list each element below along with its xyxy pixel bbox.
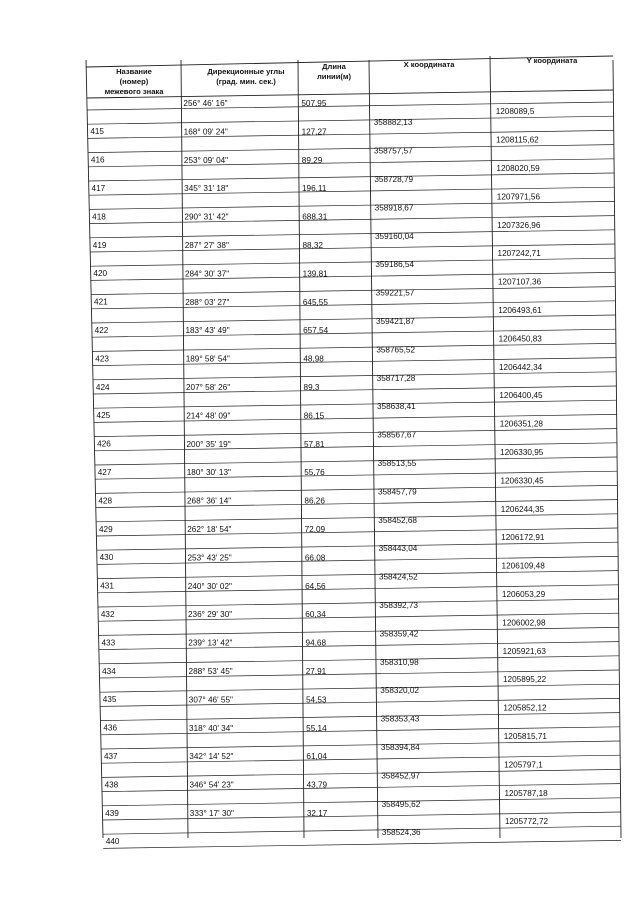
grid-line bbox=[96, 514, 618, 522]
direction-angle-cell: 168° 09' 24" bbox=[183, 127, 228, 137]
grid-line bbox=[88, 145, 614, 153]
y-coordinate-cell: 1206109,48 bbox=[501, 561, 545, 571]
grid-line bbox=[94, 429, 617, 437]
header-angle-line2: (град. мин. сек.) bbox=[216, 77, 276, 86]
boundary-mark-name-cell: 433 bbox=[101, 638, 116, 648]
line-length-cell: 86,26 bbox=[304, 496, 325, 506]
y-coordinate-cell: 1207242,71 bbox=[497, 249, 541, 259]
x-coordinate-cell: 358757,57 bbox=[374, 146, 413, 156]
y-coordinate-cell: 1205787,18 bbox=[504, 788, 548, 798]
line-length-cell: 43,79 bbox=[306, 780, 328, 790]
line-length-cell: 54,53 bbox=[305, 695, 327, 705]
grid-line bbox=[87, 116, 613, 124]
line-length-cell: 507,95 bbox=[301, 99, 327, 108]
direction-angle-cell: 253° 43' 25" bbox=[187, 553, 232, 563]
grid-line bbox=[98, 599, 619, 607]
x-coordinate-cell: 359421,87 bbox=[375, 317, 415, 326]
direction-angle-cell: 318° 40' 34" bbox=[189, 723, 234, 733]
grid-line bbox=[89, 201, 614, 209]
y-coordinate-cell: 1205797,1 bbox=[504, 760, 543, 770]
grid-line bbox=[613, 60, 621, 838]
boundary-mark-name-cell: 422 bbox=[94, 326, 109, 335]
y-coordinate-cell: 1205852,12 bbox=[503, 703, 547, 713]
boundary-mark-name-cell: 420 bbox=[93, 269, 108, 279]
line-length-cell: 89,29 bbox=[301, 155, 323, 165]
direction-angle-cell: 239° 13' 42" bbox=[188, 638, 233, 648]
x-coordinate-cell: 358728,79 bbox=[374, 175, 414, 184]
line-length-cell: 94,68 bbox=[305, 638, 327, 648]
x-coordinate-cell: 358638,41 bbox=[376, 402, 416, 412]
grid-line bbox=[90, 230, 615, 238]
boundary-mark-name-cell: 428 bbox=[98, 496, 113, 506]
line-length-cell: 688,31 bbox=[302, 212, 328, 222]
line-length-cell: 27,91 bbox=[305, 667, 327, 676]
boundary-mark-name-cell: 432 bbox=[100, 610, 115, 619]
boundary-mark-name-cell: 437 bbox=[103, 752, 118, 761]
x-coordinate-cell: 359186,54 bbox=[375, 260, 415, 270]
line-length-cell: 55,14 bbox=[306, 723, 327, 733]
grid-line bbox=[97, 542, 618, 550]
x-coordinate-cell: 358359,42 bbox=[379, 629, 419, 639]
y-coordinate-cell: 1206493,61 bbox=[498, 306, 542, 315]
boundary-mark-name-cell: 423 bbox=[95, 354, 109, 364]
line-length-cell: 61,04 bbox=[306, 752, 327, 762]
y-coordinate-cell: 1206330,95 bbox=[500, 448, 544, 457]
boundary-mark-name-cell: 434 bbox=[102, 666, 116, 676]
y-coordinate-cell: 1206400,45 bbox=[499, 391, 543, 401]
direction-angle-cell: 284° 30' 37" bbox=[184, 269, 230, 279]
direction-angle-cell: 268° 36' 14" bbox=[186, 496, 232, 506]
direction-angle-cell: 346° 54' 23" bbox=[189, 780, 234, 790]
y-coordinate-cell: 1206351,28 bbox=[499, 419, 543, 429]
grid-line bbox=[102, 798, 620, 806]
y-coordinate-cell: 1207326,96 bbox=[497, 220, 541, 230]
direction-angle-cell: 240° 30' 02" bbox=[187, 581, 232, 591]
line-length-cell: 657,54 bbox=[303, 326, 329, 336]
y-coordinate-cell: 1208020,59 bbox=[496, 164, 540, 173]
boundary-mark-name-cell: 438 bbox=[104, 780, 119, 790]
grid-line bbox=[92, 343, 616, 351]
x-coordinate-cell: 358424,52 bbox=[378, 572, 418, 582]
x-coordinate-cell: 358882,13 bbox=[373, 118, 413, 128]
x-coordinate-cell: 358495,62 bbox=[381, 799, 421, 809]
grid-line bbox=[95, 485, 617, 493]
table-header bbox=[105, 56, 579, 96]
grid-line bbox=[100, 713, 619, 721]
y-coordinate-cell: 1205772,72 bbox=[504, 817, 549, 827]
boundary-mark-name-cell: 436 bbox=[103, 723, 118, 733]
grid-line bbox=[87, 90, 613, 98]
direction-angle-cell: 288° 03' 27" bbox=[185, 297, 230, 307]
x-coordinate-cell: 359160,04 bbox=[375, 231, 414, 241]
y-coordinate-cell: 1205815,71 bbox=[503, 732, 547, 741]
direction-angle-cell: 288° 53' 45" bbox=[188, 667, 233, 676]
line-length-cell: 57,81 bbox=[303, 439, 325, 449]
boundary-mark-name-cell: 415 bbox=[90, 127, 104, 137]
x-coordinate-cell: 358452,97 bbox=[381, 771, 420, 781]
x-coordinate-cell: 358457,79 bbox=[377, 487, 417, 497]
y-coordinate-cell: 1206002,98 bbox=[502, 618, 546, 628]
x-coordinate-cell: 358310,98 bbox=[379, 657, 419, 667]
x-coordinate-cell: 358513,55 bbox=[377, 459, 417, 468]
header-length-line2: линии(м) bbox=[316, 72, 352, 81]
grid-line bbox=[99, 627, 619, 635]
grid-line bbox=[92, 315, 616, 323]
y-coordinate-cell: 1206442,34 bbox=[498, 362, 543, 372]
direction-angle-cell: 214° 48' 09" bbox=[186, 411, 231, 421]
x-coordinate-cell: 358320,02 bbox=[380, 686, 419, 696]
direction-angle-cell: 307° 46' 55" bbox=[188, 695, 233, 705]
direction-angle-cell: 256° 46' 16" bbox=[183, 99, 228, 108]
line-length-cell: 66,08 bbox=[304, 553, 326, 563]
y-coordinate-cell: 1208115,62 bbox=[496, 135, 539, 145]
y-coordinate-cell: 1207107,36 bbox=[497, 277, 542, 287]
boundary-mark-name-cell: 427 bbox=[97, 468, 112, 477]
line-length-cell: 139,81 bbox=[302, 269, 328, 279]
x-coordinate-cell: 358443,04 bbox=[378, 544, 418, 554]
grid-line bbox=[86, 60, 103, 838]
direction-angle-cell: 290° 31' 42" bbox=[184, 212, 229, 222]
boundary-mark-name-cell: 429 bbox=[99, 524, 113, 534]
grid-line bbox=[103, 840, 621, 848]
boundary-mark-name-cell: 418 bbox=[92, 212, 106, 222]
grid-line bbox=[93, 372, 616, 380]
header-name-line1: Название bbox=[116, 67, 152, 76]
direction-angle-cell: 236° 29' 30" bbox=[188, 610, 233, 620]
grid-line bbox=[97, 571, 618, 579]
grid-line bbox=[298, 60, 304, 838]
y-coordinate-cell: 1207971,56 bbox=[496, 192, 541, 202]
header-x-coordinate: X координата bbox=[403, 60, 455, 69]
direction-angle-cell: 183° 43' 49" bbox=[185, 326, 230, 336]
x-coordinate-cell: 358524,36 bbox=[381, 828, 421, 838]
direction-angle-cell: 345° 31' 18" bbox=[184, 184, 229, 194]
line-length-cell: 196,11 bbox=[302, 184, 327, 194]
y-coordinate-cell: 1206330,45 bbox=[500, 476, 544, 486]
y-coordinate-cell: 1206450,83 bbox=[498, 334, 542, 344]
header-length-line1: Длина bbox=[322, 62, 346, 71]
line-length-cell: 64,56 bbox=[305, 581, 326, 591]
header-name-line3: межевого знака bbox=[104, 87, 164, 96]
line-length-cell: 645,55 bbox=[302, 297, 328, 307]
x-coordinate-cell: 358452,68 bbox=[378, 515, 417, 525]
line-length-cell: 89,3 bbox=[303, 383, 320, 392]
direction-angle-cell: 342° 14' 52" bbox=[189, 752, 234, 762]
boundary-mark-name-cell: 435 bbox=[102, 695, 117, 705]
y-coordinate-cell: 1205921,63 bbox=[502, 646, 546, 656]
header-angle-line1: Дирекционные углы bbox=[207, 67, 285, 76]
grid-line bbox=[102, 769, 621, 777]
x-coordinate-cell: 358765,52 bbox=[376, 345, 416, 355]
direction-angle-cell: 200° 35' 19" bbox=[186, 439, 231, 449]
boundary-mark-name-cell: 439 bbox=[105, 808, 119, 818]
x-coordinate-cell: 358353,43 bbox=[380, 714, 420, 724]
x-coordinate-cell: 358918,67 bbox=[374, 203, 414, 213]
grid-line bbox=[91, 287, 615, 295]
direction-angle-cell: 207° 58' 26" bbox=[185, 383, 231, 392]
line-length-cell: 86,15 bbox=[303, 411, 325, 421]
direction-angle-cell: 287° 27' 38" bbox=[184, 241, 229, 250]
direction-angle-cell: 333° 17' 30" bbox=[189, 809, 234, 818]
grid-line bbox=[103, 826, 621, 834]
grid-line bbox=[100, 684, 620, 692]
grid-line bbox=[95, 457, 617, 465]
boundary-mark-name-cell: 419 bbox=[92, 240, 107, 250]
boundary-mark-name-cell: 416 bbox=[90, 155, 105, 165]
line-length-cell: 48,98 bbox=[303, 354, 324, 364]
grid-line bbox=[181, 60, 188, 838]
line-length-cell: 55,76 bbox=[304, 468, 325, 478]
direction-angle-cell: 180° 30' 13" bbox=[186, 468, 231, 478]
line-length-cell: 88,32 bbox=[302, 241, 323, 250]
boundary-mark-name-cell: 424 bbox=[95, 382, 110, 392]
boundary-mark-name-cell: 425 bbox=[96, 411, 111, 421]
header-y-coordinate: Y координата bbox=[526, 56, 578, 65]
direction-angle-cell: 262° 18' 54" bbox=[187, 525, 232, 534]
line-length-cell: 32,17 bbox=[306, 809, 328, 818]
boundary-mark-name-cell: 430 bbox=[99, 553, 114, 563]
grid-line bbox=[87, 102, 613, 110]
line-length-cell: 127,27 bbox=[301, 127, 327, 137]
grid-line bbox=[101, 741, 620, 749]
grid-line bbox=[91, 258, 616, 266]
x-coordinate-cell: 358567,67 bbox=[377, 430, 417, 440]
x-coordinate-cell: 358717,28 bbox=[376, 373, 416, 383]
boundary-mark-name-cell: 431 bbox=[100, 581, 114, 591]
boundary-mark-name-cell: 417 bbox=[91, 184, 106, 193]
boundary-mark-name-cell: 426 bbox=[97, 439, 111, 449]
boundary-mark-name-cell: 421 bbox=[94, 297, 108, 307]
x-coordinate-cell: 358394,84 bbox=[380, 743, 420, 752]
line-length-cell: 72,09 bbox=[304, 525, 326, 534]
grid-line bbox=[89, 173, 615, 181]
y-coordinate-cell: 1206172,91 bbox=[501, 533, 545, 543]
header-name-line2: (номер) bbox=[119, 77, 149, 86]
y-coordinate-cell: 1206053,29 bbox=[501, 590, 546, 599]
direction-angle-cell: 253° 09' 04" bbox=[183, 155, 229, 165]
boundary-mark-name-cell: 440 bbox=[105, 837, 120, 847]
direction-angle-cell: 189° 58' 54" bbox=[185, 354, 230, 364]
y-coordinate-cell: 1206244,35 bbox=[500, 504, 545, 514]
y-coordinate-cell: 1208089,5 bbox=[495, 107, 535, 117]
grid-line bbox=[99, 656, 619, 664]
line-length-cell: 60,34 bbox=[305, 610, 326, 620]
x-coordinate-cell: 358392,73 bbox=[379, 601, 418, 610]
grid-line bbox=[490, 56, 500, 838]
x-coordinate-cell: 359221,57 bbox=[375, 288, 415, 298]
grid-line bbox=[94, 400, 617, 408]
y-coordinate-cell: 1205895,22 bbox=[502, 675, 547, 685]
